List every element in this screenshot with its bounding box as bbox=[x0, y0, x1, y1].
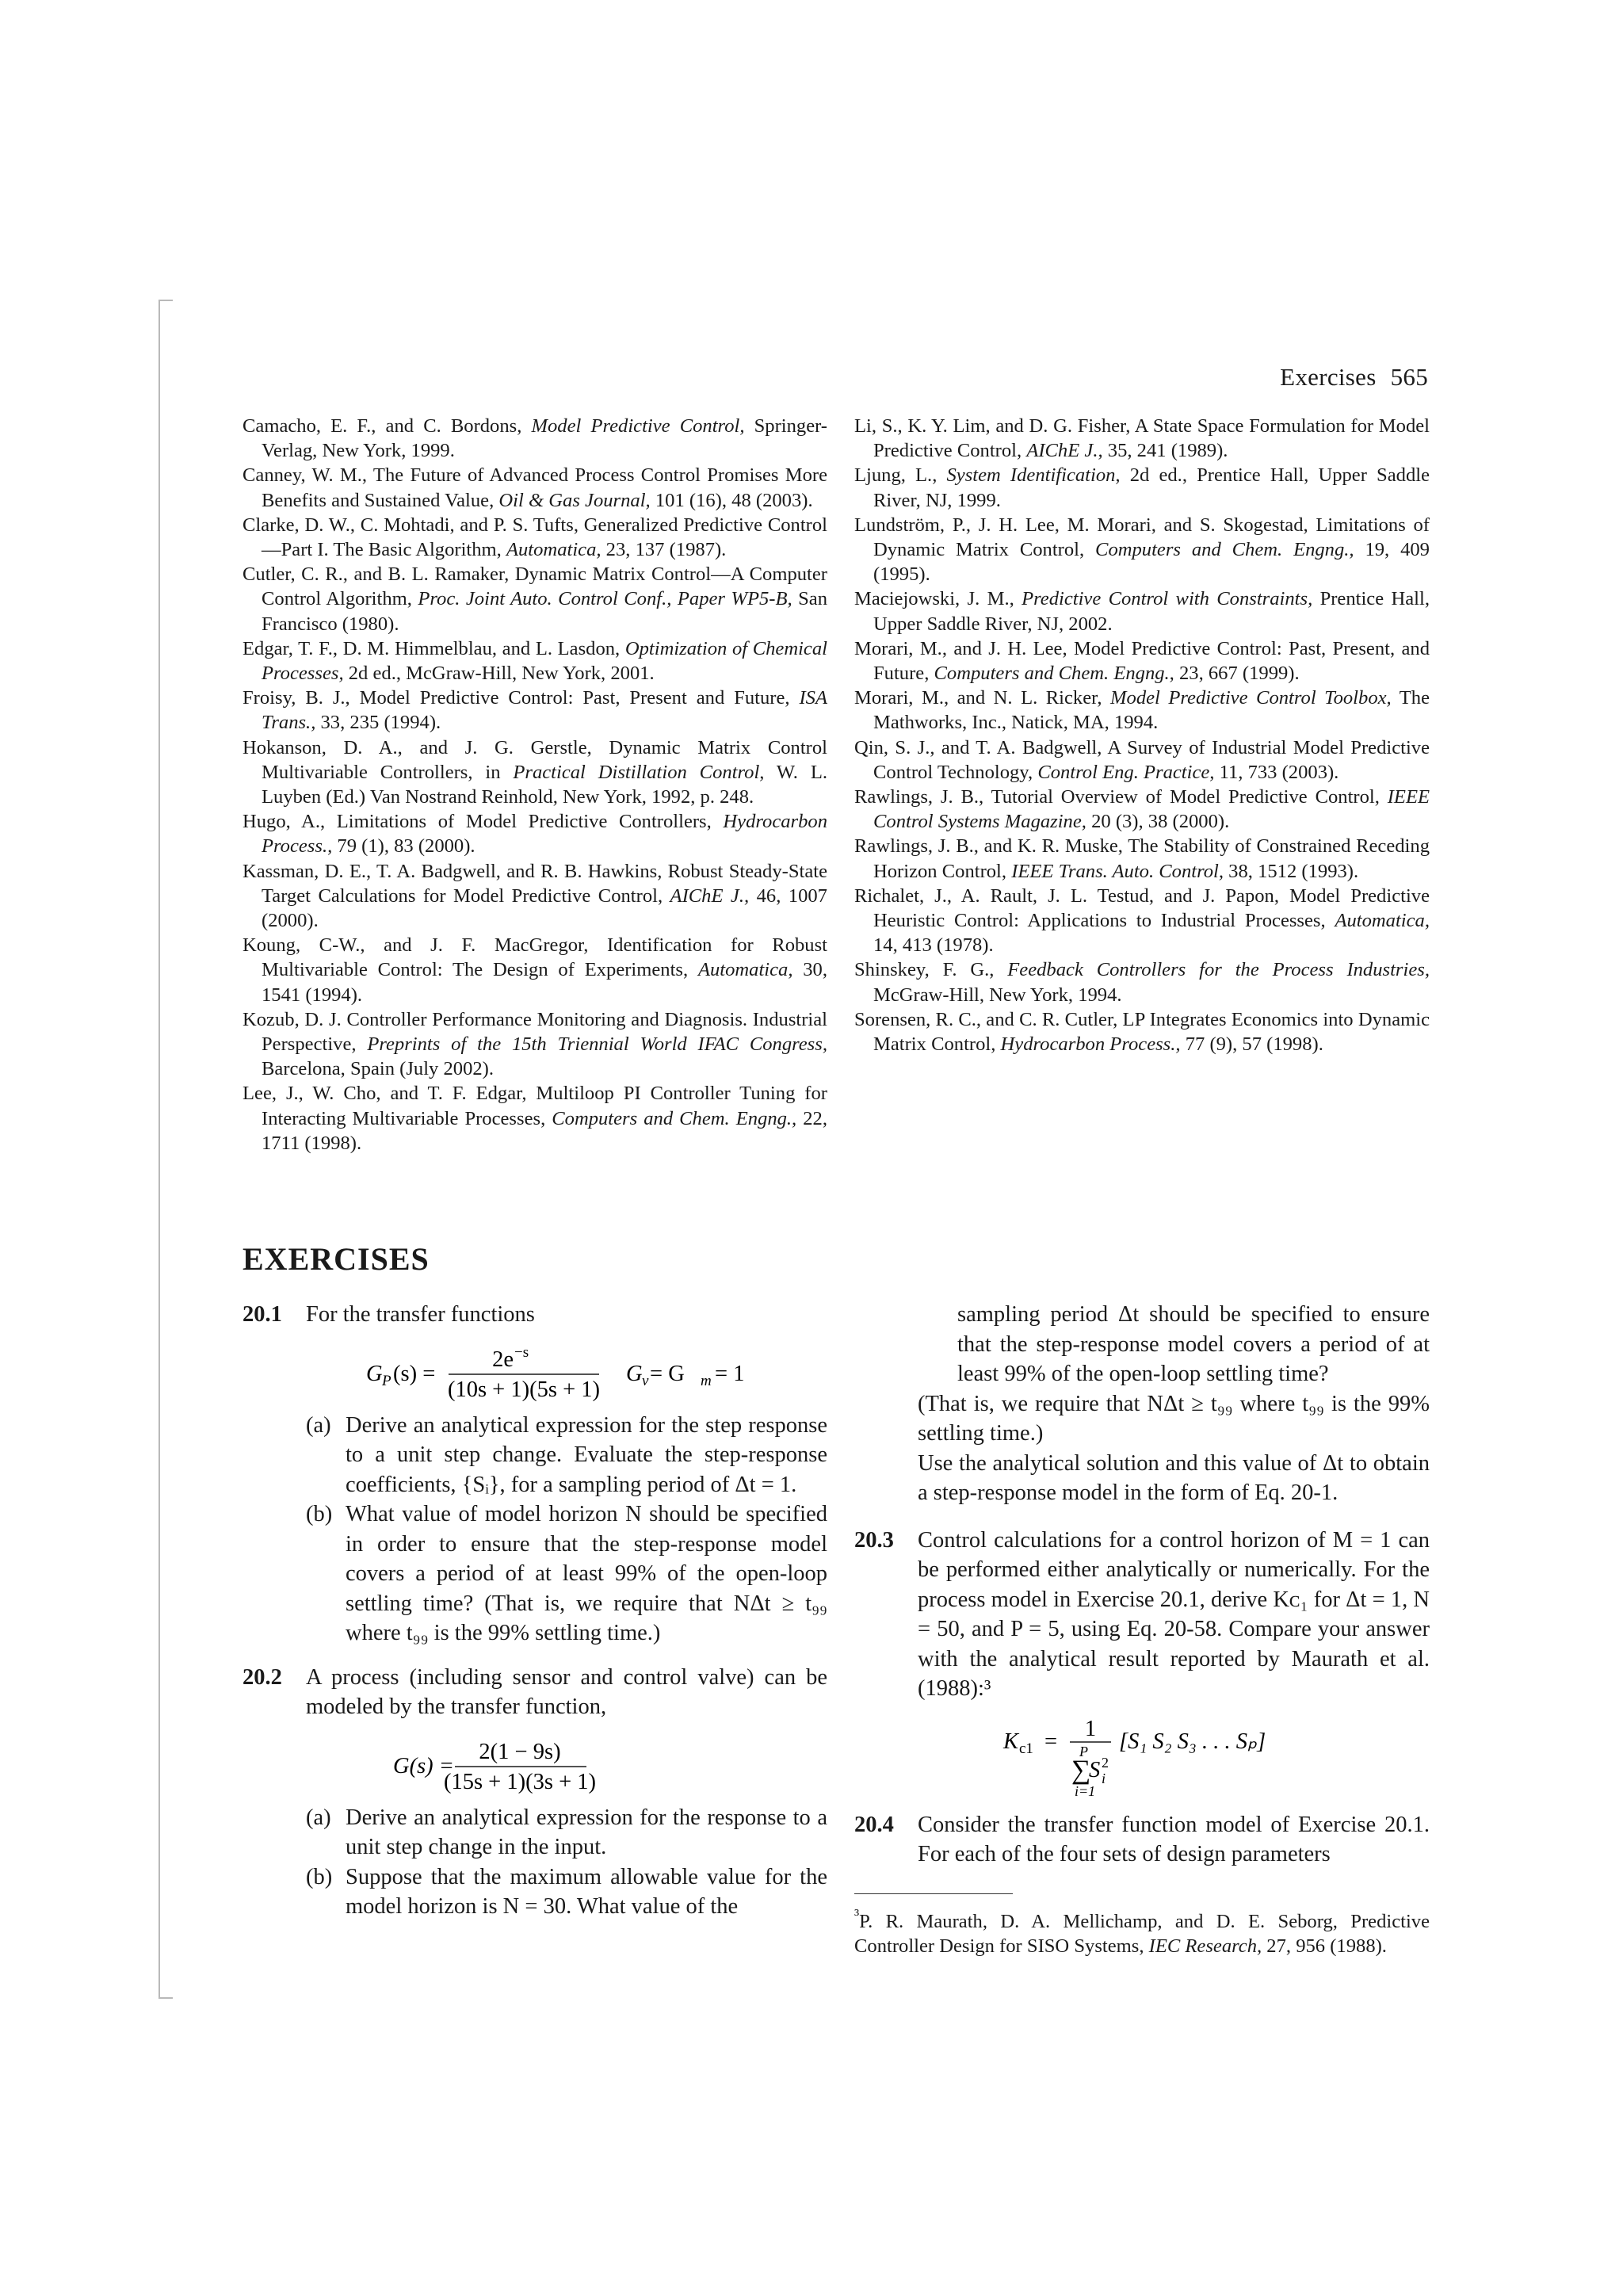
reference-title: Feedback Controllers for the Process Industries, bbox=[1007, 959, 1430, 981]
reference-title: Hydrocarbon Process., bbox=[262, 811, 827, 858]
part-text: Suppose that the maximum allowable value for the model horizon is N = 30. What value of the bbox=[346, 1864, 827, 1919]
equation-g-svg bbox=[306, 1733, 829, 1794]
reference-title: AIChE J., bbox=[670, 884, 750, 907]
reference-details: 14, 413 (1978). bbox=[873, 934, 994, 957]
reference-authors: Hokanson, D. A., and J. G. Gerstle, Dynamic Matrix Control Multivariable Controllers, in bbox=[242, 736, 827, 783]
footnote-rest: 27, 956 (1988). bbox=[1262, 1935, 1387, 1957]
eq-denominator: (15s + 1)(3s + 1) bbox=[443, 1769, 597, 1794]
continued-text: Use the analytical solution and this value of Δt to obtain a step-response model in the form of Eq. 20-1. bbox=[918, 1450, 1430, 1505]
eq-gv: G bbox=[626, 1361, 643, 1386]
reference-authors: Hugo, A., Limitations of Model Predictive Controllers, bbox=[242, 811, 724, 833]
equation-g bbox=[306, 1733, 827, 1794]
reference-details: 35, 241 (1989). bbox=[1102, 440, 1228, 462]
reference-details: 2d ed., Prentice Hall, Upper Saddle River, NJ, 1999. bbox=[873, 464, 1430, 511]
reference-authors: Ljung, L., bbox=[854, 464, 947, 487]
reference-details: The Mathworks, Inc., Natick, MA, 1994. bbox=[873, 687, 1430, 734]
references-left-column bbox=[242, 414, 827, 1156]
reference-authors: Rawlings, J. B., and K. R. Muske, The Stability of Constrained Receding Horizon Control, bbox=[854, 835, 1430, 882]
reference-title: Oil & Gas Journal, bbox=[498, 489, 651, 511]
reference-entry bbox=[242, 933, 827, 1007]
reference-title: ISA Trans., bbox=[262, 687, 827, 734]
reference-authors: Sorensen, R. C., and C. R. Cutler, LP Integrates Economics into Dynamic Matrix Control, bbox=[854, 1008, 1430, 1056]
reference-entry bbox=[242, 1007, 827, 1082]
eq-numerator-sup: −s bbox=[514, 1343, 529, 1361]
reference-details: 19, 409 (1995). bbox=[873, 539, 1430, 586]
reference-authors: Rawlings, J. B., Tutorial Overview of Model Predictive Control, bbox=[854, 786, 1388, 808]
reference-authors: Edgar, T. F., D. M. Himmelblau, and L. Lasdon, bbox=[242, 637, 625, 659]
footnote-mark: ³ bbox=[854, 1906, 860, 1924]
eq-vector: [S₁ S₂ S₃ . . . Sₚ] bbox=[1119, 1729, 1266, 1754]
reference-details: 77 (9), 57 (1998). bbox=[1180, 1033, 1323, 1056]
reference-details: McGraw-Hill, New York, 1994. bbox=[873, 984, 1122, 1006]
exercise-number: 20.3 bbox=[854, 1527, 894, 1553]
exercise-text: Control calculations for a control horizon of M = 1 can be performed either analytically or numerically. For the process model in Exercise 20.1, derive Kᴄ₁ for Δt = 1, N = 50, and P = 5, using Eq. 20-58. Compare your answer with the analytical result reported by Maurath et al. (1988):³ bbox=[918, 1527, 1430, 1701]
reference-title: System Identification, bbox=[946, 464, 1121, 487]
eq-lhs-sub: c1 bbox=[1019, 1740, 1033, 1757]
exercise-part-b bbox=[306, 1499, 827, 1648]
reference-details: 2d ed., McGraw-Hill, New York, 2001. bbox=[343, 663, 655, 685]
reference-title: Computers and Chem. Engng., bbox=[1095, 539, 1354, 561]
equation-kc1 bbox=[918, 1715, 1430, 1797]
eq-equals: = bbox=[1044, 1729, 1058, 1754]
exercise-number: 20.1 bbox=[242, 1302, 282, 1327]
reference-details: Barcelona, Spain (July 2002). bbox=[262, 1058, 495, 1080]
eq-sum-body: S bbox=[1089, 1757, 1101, 1782]
part-label: (a) bbox=[306, 1805, 331, 1830]
reference-entry bbox=[242, 513, 827, 562]
reference-entry bbox=[854, 1007, 1430, 1056]
eq-arg: (s) = bbox=[393, 1361, 436, 1386]
part-text: What value of model horizon N should be specified in order to ensure that the step-response model covers a period of at least 99% of the open-loop settling time? (That is, we require that NΔt ≥ t₉₉ where t₉₉ is the 99% settling time.) bbox=[346, 1502, 827, 1645]
reference-authors: Lundström, P., J. H. Lee, M. Morari, and S. Skogestad, Limitations of Dynamic Matrix Control, bbox=[854, 514, 1430, 561]
exercise-part-a bbox=[306, 1803, 827, 1862]
reference-details: 46, 1007 (2000). bbox=[262, 884, 827, 932]
part-text: Derive an analytical expression for the step response to a unit step change. Evaluate the step-response coefficients, {Sᵢ}, for a sampling period of Δt = 1. bbox=[346, 1412, 827, 1497]
exercise-number: 20.4 bbox=[854, 1812, 894, 1837]
reference-details: 101 (16), 48 (2003). bbox=[650, 489, 813, 511]
exercises-left-column bbox=[242, 1300, 827, 1931]
reference-details: 33, 235 (1994). bbox=[315, 712, 441, 734]
reference-details: 38, 1512 (1993). bbox=[1224, 860, 1359, 882]
reference-authors: Qin, S. J., and T. A. Badgwell, A Survey of Industrial Model Predictive Control Technology, bbox=[854, 736, 1430, 783]
reference-authors: Canney, W. M., The Future of Advanced Process Control Promises More Benefits and Sustained Value, bbox=[242, 464, 827, 511]
reference-entry bbox=[242, 686, 827, 735]
scan-margin-bracket bbox=[158, 300, 173, 1999]
reference-authors: Lee, J., W. Cho, and T. F. Edgar, Multiloop PI Controller Tuning for Interacting Multivariable Processes, bbox=[242, 1083, 827, 1129]
reference-details: Prentice Hall, Upper Saddle River, NJ, 2002. bbox=[873, 588, 1430, 635]
reference-authors: Froisy, B. J., Model Predictive Control: Past, Present and Future, bbox=[242, 687, 800, 709]
reference-title: Hydrocarbon Process., bbox=[1000, 1033, 1181, 1056]
running-head bbox=[1280, 363, 1428, 392]
continued-text: sampling period Δt should be specified to ensure that the step-response model covers a period of at least 99% of the open-loop settling time? bbox=[957, 1302, 1430, 1386]
reference-title: Predictive Control with Constraints, bbox=[1022, 588, 1313, 610]
reference-details: 23, 137 (1987). bbox=[601, 539, 727, 561]
footnote-authors: P. R. Maurath, D. A. Mellichamp, and D. E. Seborg, Predictive Controller Design for SISO Systems, bbox=[854, 1910, 1430, 1957]
reference-entry bbox=[242, 562, 827, 636]
eq-numerator: 2e bbox=[492, 1347, 514, 1372]
eq-sum-top: P bbox=[1079, 1743, 1088, 1759]
reference-title: Practical Distillation Control, bbox=[513, 761, 765, 783]
reference-title: Computers and Chem. Engng., bbox=[934, 663, 1174, 685]
exercise-intro: A process (including sensor and control valve) can be modeled by the transfer function, bbox=[306, 1664, 827, 1719]
eq-gm-end: = 1 bbox=[715, 1361, 745, 1386]
reference-title: Preprints of the 15th Triennial World IFAC Congress, bbox=[367, 1033, 827, 1056]
sum-sign-icon: ∑ bbox=[1071, 1755, 1091, 1785]
page-number: 565 bbox=[1390, 363, 1428, 391]
reference-entry bbox=[854, 785, 1430, 834]
eq-gm-sub: m bbox=[701, 1372, 712, 1389]
reference-authors: Morari, M., and J. H. Lee, Model Predictive Control: Past, Present, and Future, bbox=[854, 637, 1430, 685]
reference-authors: Camacho, E. F., and C. Bordons, bbox=[242, 415, 532, 437]
reference-title: Control Eng. Practice, bbox=[1037, 761, 1215, 783]
reference-title: Automatica, bbox=[697, 959, 793, 981]
exercise-20-1 bbox=[242, 1300, 827, 1648]
reference-authors: Clarke, D. W., C. Mohtadi, and P. S. Tufts, Generalized Predictive Control—Part I. The Basic Algorithm, bbox=[242, 514, 827, 561]
reference-details: 79 (1), 83 (2000). bbox=[332, 835, 475, 858]
eq-lhs: K bbox=[1003, 1729, 1019, 1754]
equation-gp bbox=[306, 1341, 827, 1401]
reference-entry bbox=[854, 586, 1430, 636]
part-label: (a) bbox=[306, 1412, 331, 1438]
reference-authors: Richalet, J., A. Rault, J. L. Testud, and J. Papon, Model Predictive Heuristic Control: Applications to Industrial Processes, bbox=[854, 884, 1430, 932]
exercise-20-2 bbox=[242, 1663, 827, 1922]
exercise-20-2-continued bbox=[854, 1300, 1430, 1389]
eq-lhs-sub: P bbox=[382, 1372, 391, 1389]
reference-details: 23, 667 (1999). bbox=[1174, 663, 1300, 685]
reference-title: Model Predictive Control, bbox=[531, 415, 745, 437]
reference-authors: Maciejowski, J. M., bbox=[854, 588, 1022, 610]
exercise-part-a bbox=[306, 1411, 827, 1500]
reference-details: W. L. Luyben (Ed.) Van Nostrand Reinhold, New York, 1992, p. 248. bbox=[262, 761, 827, 808]
exercise-text: Consider the transfer function model of Exercise 20.1. For each of the four sets of design parameters bbox=[918, 1812, 1430, 1866]
reference-authors: Cutler, C. R., and B. L. Ramaker, Dynamic Matrix Control—A Computer Control Algorithm, bbox=[242, 563, 827, 610]
reference-authors: Li, S., K. Y. Lim, and D. G. Fisher, A State Space Formulation for Model Predictive Control, bbox=[854, 415, 1430, 462]
reference-entry bbox=[854, 884, 1430, 958]
reference-entry bbox=[242, 859, 827, 934]
eq-numerator: 1 bbox=[1084, 1716, 1097, 1741]
exercise-20-4 bbox=[854, 1810, 1430, 1870]
reference-entry bbox=[854, 834, 1430, 883]
reference-entry bbox=[242, 809, 827, 858]
eq-gv-sub: v bbox=[642, 1372, 649, 1389]
reference-title: Automatica, bbox=[506, 539, 601, 561]
reference-entry bbox=[854, 636, 1430, 686]
reference-authors: Shinskey, F. G., bbox=[854, 959, 1008, 981]
reference-title: IEEE Trans. Auto. Control, bbox=[1011, 860, 1224, 882]
eq-denominator: (10s + 1)(5s + 1) bbox=[447, 1377, 601, 1401]
reference-title: Proc. Joint Auto. Control Conf., Paper WP5-B, bbox=[418, 588, 792, 610]
references-right-column bbox=[854, 414, 1430, 1056]
footnote bbox=[854, 1904, 1430, 1959]
reference-title: Automatica, bbox=[1335, 910, 1430, 932]
section-title: Exercises bbox=[1280, 363, 1377, 391]
reference-entry bbox=[854, 463, 1430, 512]
exercise-number: 20.2 bbox=[242, 1664, 282, 1690]
continued-text: (That is, we require that NΔt ≥ t₉₉ where t₉₉ is the 99% settling time.) bbox=[918, 1391, 1430, 1446]
reference-details: San Francisco (1980). bbox=[262, 588, 827, 635]
reference-entry bbox=[854, 957, 1430, 1007]
reference-title: AIChE J., bbox=[1026, 440, 1103, 462]
eq-lhs: G bbox=[366, 1361, 383, 1386]
reference-authors: Koung, C-W., and J. F. MacGregor, Identification for Robust Multivariable Control: The Design of Experiments, bbox=[242, 934, 827, 981]
part-label: (b) bbox=[306, 1502, 333, 1526]
reference-details: 30, 1541 (1994). bbox=[262, 959, 828, 1006]
exercises-right-column bbox=[854, 1300, 1430, 1958]
reference-title: Model Predictive Control Toolbox, bbox=[1110, 687, 1392, 709]
reference-title: Optimization of Chemical Processes, bbox=[262, 637, 827, 685]
reference-authors: Morari, M., and N. L. Ricker, bbox=[854, 687, 1111, 709]
equation-kc1-svg bbox=[918, 1715, 1425, 1799]
eq-numerator: 2(1 − 9s) bbox=[479, 1739, 561, 1764]
reference-details: 20 (3), 38 (2000). bbox=[1086, 811, 1230, 833]
reference-entry bbox=[854, 513, 1430, 587]
footnote-rule bbox=[854, 1893, 1013, 1894]
footnote-title: IEC Research, bbox=[1148, 1935, 1262, 1957]
reference-title: Computers and Chem. Engng., bbox=[552, 1107, 797, 1129]
reference-details: 11, 733 (2003). bbox=[1214, 761, 1339, 783]
exercise-20-3 bbox=[854, 1526, 1430, 1797]
reference-entry bbox=[854, 414, 1430, 463]
eq-sum-bottom: i=1 bbox=[1075, 1782, 1096, 1799]
reference-entry bbox=[854, 686, 1430, 735]
exercise-part-b bbox=[306, 1862, 827, 1922]
reference-entry bbox=[242, 1081, 827, 1156]
exercise-20-2-continued-note bbox=[854, 1389, 1430, 1508]
reference-entry bbox=[242, 414, 827, 463]
reference-details: Springer-Verlag, New York, 1999. bbox=[262, 415, 827, 462]
reference-authors: Kozub, D. J. Controller Performance Monitoring and Diagnosis. Industrial Perspective, bbox=[242, 1008, 827, 1056]
equation-gp-svg bbox=[306, 1341, 829, 1401]
eq-sum-sup: 2 bbox=[1102, 1754, 1109, 1771]
reference-entry bbox=[242, 463, 827, 512]
reference-entry bbox=[242, 735, 827, 810]
part-text: Derive an analytical expression for the response to a unit step change in the input. bbox=[346, 1805, 827, 1859]
part-label: (b) bbox=[306, 1864, 333, 1889]
reference-entry bbox=[242, 636, 827, 686]
eq-lhs: G(s) = bbox=[393, 1753, 455, 1778]
reference-entry bbox=[854, 735, 1430, 785]
exercises-heading: EXERCISES bbox=[242, 1241, 430, 1277]
reference-authors: Kassman, D. E., T. A. Badgwell, and R. B. Hawkins, Robust Steady-State Target Calculations for Model Predictive Control, bbox=[242, 860, 827, 907]
eq-gm: = G bbox=[650, 1361, 685, 1386]
reference-title: IEEE Control Systems Magazine, bbox=[873, 786, 1430, 833]
reference-details: 22, 1711 (1998). bbox=[262, 1107, 827, 1154]
exercise-intro: For the transfer functions bbox=[306, 1302, 535, 1327]
eq-sum-sub: i bbox=[1102, 1770, 1106, 1786]
